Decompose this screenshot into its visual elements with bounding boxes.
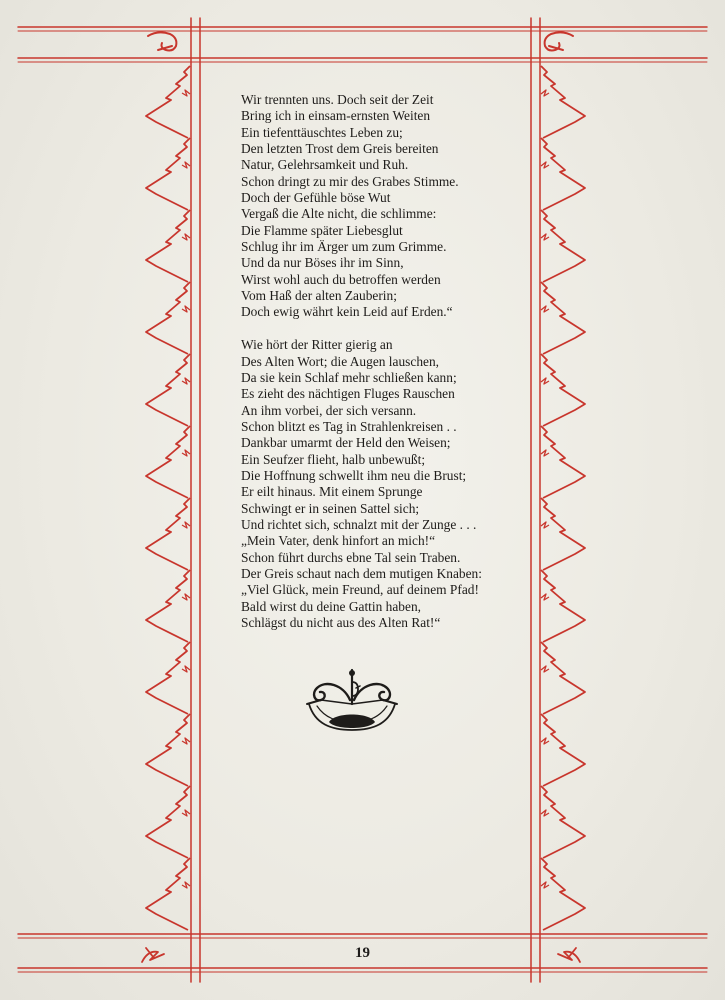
- poem-stanza: [241, 92, 541, 321]
- zigzag-ornament: [182, 450, 190, 456]
- zigzag-ornament: [182, 810, 190, 816]
- scallop-ornament: [146, 498, 190, 570]
- scallop-ornament: [146, 426, 190, 498]
- poem-line: Schon führt durchs ebne Tal sein Traben.: [241, 549, 461, 565]
- zigzag-ornament: [182, 666, 190, 672]
- scallop-ornament: [146, 138, 190, 210]
- poem-line: Schon dringt zu mir des Grabes Stimme.: [241, 173, 459, 189]
- poem-line: Doch der Gefühle böse Wut: [241, 190, 391, 206]
- scallop-ornament: [146, 642, 190, 714]
- poem-line: Bald wirst du deine Gattin haben,: [241, 598, 421, 614]
- poem-line: Die Hoffnung schwellt ihm neu die Brust;: [241, 468, 467, 484]
- page-number: 19: [355, 945, 370, 961]
- scallop-ornament: [146, 714, 190, 786]
- scallop-ornament: [541, 714, 585, 786]
- zigzag-ornament: [541, 522, 549, 528]
- poem-line: Ein tiefenttäuschtes Leben zu;: [241, 124, 403, 140]
- poem-line: Er eilt hinaus. Mit einem Sprunge: [241, 484, 423, 500]
- zigzag-ornament: [182, 306, 190, 312]
- poem-line: „Mein Vater, denk hinfort an mich!“: [241, 533, 436, 549]
- scallop-ornament: [541, 138, 585, 210]
- zigzag-ornament: [541, 450, 549, 456]
- zigzag-ornament: [541, 234, 549, 240]
- poem-line: Wirst wohl auch du betroffen werden: [241, 271, 441, 287]
- poem-line: „Viel Glück, mein Freund, auf deinem Pfad!: [241, 582, 479, 598]
- zigzag-ornament: [541, 90, 549, 96]
- scallop-ornament: [541, 354, 585, 426]
- poem-line: Bring ich in einsam-ernsten Weiten: [241, 108, 431, 124]
- poem-line: Schlug ihr im Ärger um zum Grimme.: [241, 239, 447, 255]
- zigzag-ornament: [541, 810, 549, 816]
- poem-line: Der Greis schaut nach dem mutigen Knaben:: [241, 566, 482, 582]
- zigzag-ornament: [182, 594, 190, 600]
- scallop-ornament: [146, 858, 190, 930]
- zigzag-ornament: [182, 378, 190, 384]
- scallop-ornament: [146, 282, 190, 354]
- poem-line: Vom Haß der alten Zauberin;: [241, 288, 397, 304]
- poem-line: Und richtet sich, schnalzt mit der Zunge . . .: [241, 517, 477, 533]
- zigzag-ornament: [541, 594, 549, 600]
- poem-line: An ihm vorbei, der sich versann.: [241, 402, 417, 418]
- zigzag-ornament: [541, 666, 549, 672]
- zigzag-ornament: [182, 90, 190, 96]
- scallop-ornament: [541, 426, 585, 498]
- scallop-ornament: [541, 66, 585, 138]
- poem-line: Wir trennten uns. Doch seit der Zeit: [241, 92, 434, 107]
- poem-line: Dankbar umarmt der Held den Weisen;: [241, 435, 451, 451]
- poem-line: Natur, Gelehrsamkeit und Ruh.: [241, 157, 409, 173]
- poem-line: Vergaß die Alte nicht, die schlimme:: [241, 206, 437, 222]
- zigzag-ornament: [541, 882, 549, 888]
- poem-line: Ein Seufzer flieht, halb unbewußt;: [241, 451, 426, 467]
- poem-line: Schlägst du nicht aus des Alten Rat!“: [241, 615, 441, 631]
- scallop-ornament: [541, 282, 585, 354]
- zigzag-ornament: [182, 738, 190, 744]
- poem-line: Es zieht des nächtigen Fluges Rauschen: [241, 386, 455, 402]
- zigzag-ornament: [182, 522, 190, 528]
- scallop-ornament: [541, 786, 585, 858]
- zigzag-ornament: [182, 234, 190, 240]
- poem-line: Und da nur Böses ihr im Sinn,: [241, 255, 404, 271]
- poem-stanza: [241, 337, 541, 631]
- crown-vignette-icon: [303, 664, 401, 746]
- scallop-ornament: [146, 354, 190, 426]
- poem-line: Da sie kein Schlaf mehr schließen kann;: [241, 370, 457, 385]
- zigzag-ornament: [182, 162, 190, 168]
- zigzag-ornament: [541, 738, 549, 744]
- poem-line: Schon blitzt es Tag in Strahlenkreisen . .: [241, 419, 457, 435]
- scallop-ornament: [146, 66, 190, 138]
- scallop-ornament: [541, 498, 585, 570]
- poem-line: Schwingt er in seinen Sattel sich;: [241, 500, 420, 516]
- zigzag-ornament: [182, 882, 190, 888]
- poem-line: Den letzten Trost dem Greis bereiten: [241, 141, 439, 157]
- zigzag-ornament: [541, 378, 549, 384]
- zigzag-ornament: [541, 306, 549, 312]
- scallop-ornament: [146, 786, 190, 858]
- scallop-ornament: [146, 570, 190, 642]
- scallop-ornament: [146, 210, 190, 282]
- scallop-ornament: [541, 210, 585, 282]
- poem-text: [241, 92, 541, 632]
- poem-line: Doch ewig währt kein Leid auf Erden.“: [241, 304, 453, 320]
- scallop-ornament: [541, 570, 585, 642]
- poem-line: Die Flamme später Liebesglut: [241, 222, 403, 238]
- poem-line: Des Alten Wort; die Augen lauschen,: [241, 353, 440, 369]
- zigzag-ornament: [541, 162, 549, 168]
- scallop-ornament: [541, 858, 585, 930]
- poem-line: Wie hört der Ritter gierig an: [241, 337, 393, 353]
- scallop-ornament: [541, 642, 585, 714]
